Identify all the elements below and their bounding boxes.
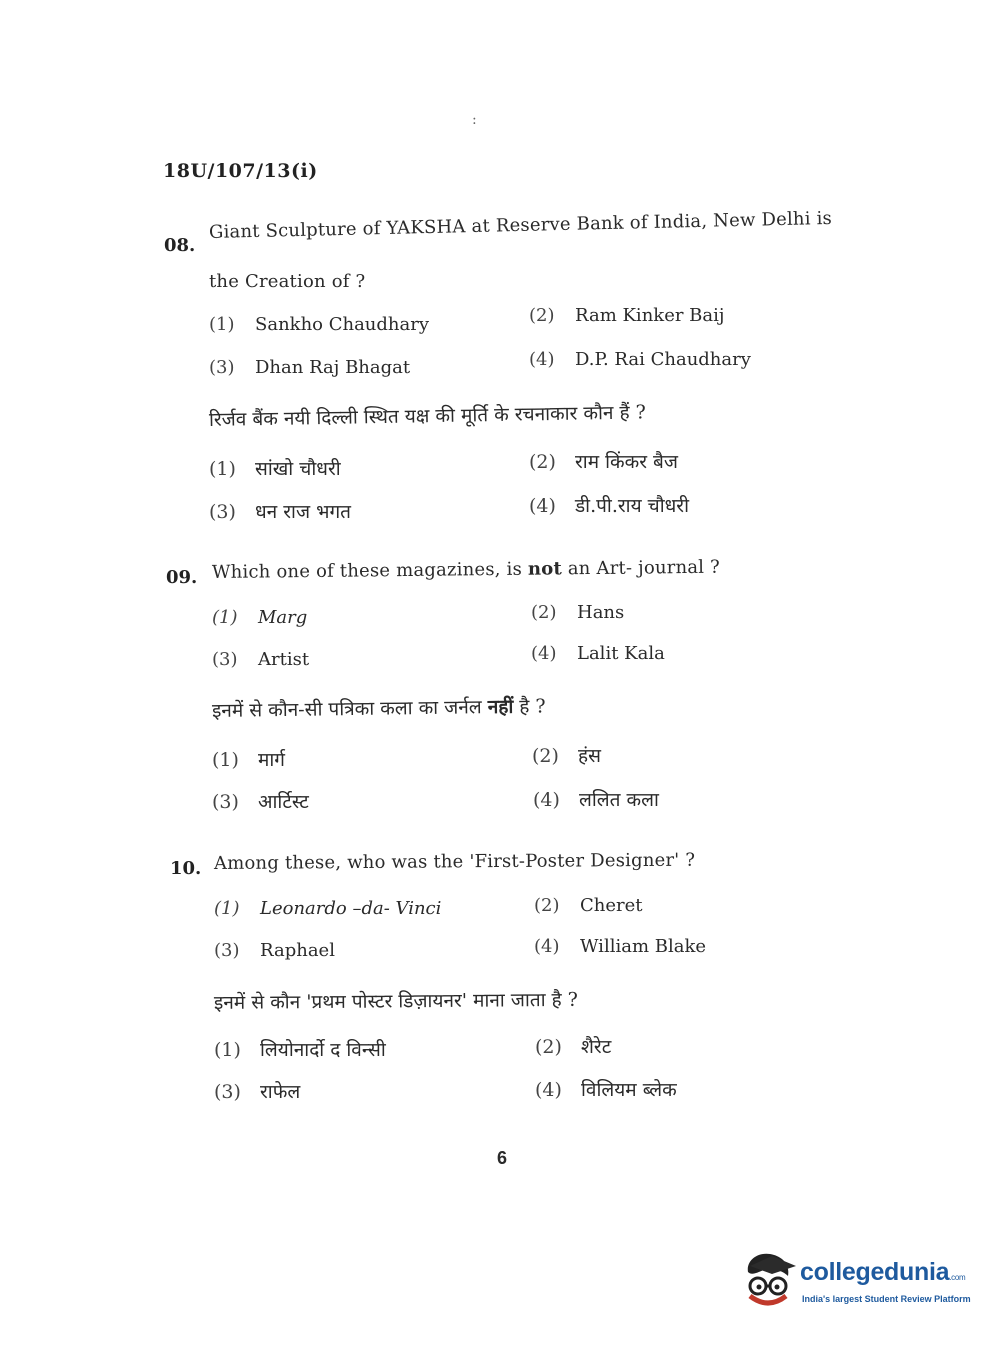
logo-tagline: India's largest Student Review Platform xyxy=(802,1294,971,1304)
option-text: विलियम ब्लेक xyxy=(581,1079,677,1101)
option-2-en xyxy=(531,602,624,623)
option-number: (1) xyxy=(212,607,238,628)
option-number: (1) xyxy=(214,1039,241,1061)
option-3-en xyxy=(214,940,335,961)
option-text: डी.पी.राय चौधरी xyxy=(575,495,689,517)
option-text: शैरेट xyxy=(581,1036,612,1058)
option-text: Dhan Raj Bhagat xyxy=(255,357,411,378)
question-text-hindi: इनमें से कौन 'प्रथम पोस्टर डिज़ायनर' माना जाता है ? xyxy=(213,988,579,1014)
option-text: Artist xyxy=(258,649,310,670)
question-number: 08. xyxy=(164,235,196,256)
option-number: (1) xyxy=(209,314,235,335)
option-number: (4) xyxy=(529,495,556,517)
option-text: सांखो चौधरी xyxy=(255,458,341,480)
option-number: (4) xyxy=(535,1079,562,1101)
option-text: आर्टिस्ट xyxy=(258,791,309,813)
question-text-hindi xyxy=(212,692,546,723)
option-4-hi xyxy=(533,786,659,812)
option-4-hi xyxy=(535,1076,677,1102)
option-number: (3) xyxy=(212,649,238,670)
option-number: (2) xyxy=(529,305,555,326)
logo-name xyxy=(800,1258,965,1287)
question-number: 09. xyxy=(166,567,198,588)
question-text: Giant Sculpture of YAKSHA at Reserve Bank of India, New Delhi is xyxy=(208,207,833,243)
option-number: (2) xyxy=(535,1036,562,1058)
option-text: Leonardo –da- Vinci xyxy=(260,898,442,919)
option-4-en xyxy=(534,936,706,957)
option-1-en xyxy=(212,607,307,628)
question-text-part: इनमें से कौन-सी पत्रिका कला का जर्नल xyxy=(211,696,488,722)
option-2-hi xyxy=(532,742,601,768)
option-2-hi xyxy=(535,1033,611,1059)
option-number: (3) xyxy=(212,791,239,813)
option-1-hi xyxy=(214,1036,386,1062)
option-2-hi xyxy=(529,448,678,474)
option-number: (3) xyxy=(209,357,235,378)
option-number: (2) xyxy=(534,895,560,916)
option-number: (3) xyxy=(209,501,236,523)
option-3-hi xyxy=(209,498,351,524)
question-text-part: Which one of these magazines, is xyxy=(211,558,528,583)
option-3-en xyxy=(209,357,410,378)
option-text: Cheret xyxy=(580,895,643,916)
option-text: Raphael xyxy=(260,940,335,961)
option-1-hi xyxy=(209,455,341,481)
question-text-part: है ? xyxy=(513,695,546,718)
option-number: (1) xyxy=(212,749,239,771)
question-text: Among these, who was the 'First-Poster Designer' ? xyxy=(213,849,696,874)
option-number: (1) xyxy=(214,898,240,919)
option-text: Sankho Chaudhary xyxy=(255,314,430,335)
option-number: (4) xyxy=(529,349,555,370)
question-text-emphasis: not xyxy=(527,558,563,580)
logo-suffix: .com xyxy=(949,1273,966,1282)
option-text: D.P. Rai Chaudhary xyxy=(575,349,751,370)
option-4-en xyxy=(529,349,751,370)
option-text: Ram Kinker Baij xyxy=(575,305,725,326)
question-text-hindi: रिर्जव बैंक नयी दिल्ली स्थित यक्ष की मूर्ति के रचनाकार कौन हैं ? xyxy=(208,401,646,431)
page-number: 6 xyxy=(497,1148,508,1168)
option-number: (3) xyxy=(214,940,240,961)
option-text: हंस xyxy=(578,745,601,767)
option-number: (2) xyxy=(531,602,557,623)
option-1-hi xyxy=(212,746,285,772)
question-text: the Creation of ? xyxy=(209,271,366,292)
paper-code: 18U/107/13(i) xyxy=(163,160,318,182)
option-number: (4) xyxy=(531,643,557,664)
logo-wordmark: collegedunia xyxy=(800,1258,950,1286)
option-2-en xyxy=(534,895,643,916)
option-number: (4) xyxy=(533,789,560,811)
option-1-en xyxy=(209,314,429,335)
option-number: (4) xyxy=(534,936,560,957)
mascot-icon xyxy=(742,1250,800,1312)
option-text: Hans xyxy=(577,602,625,623)
option-text: राम किंकर बैज xyxy=(575,451,678,473)
option-number: (2) xyxy=(532,745,559,767)
option-text: राफेल xyxy=(260,1081,301,1103)
question-number: 10. xyxy=(170,858,202,879)
scan-mark: : xyxy=(472,112,477,128)
option-text: Marg xyxy=(258,607,308,628)
option-number: (3) xyxy=(214,1081,241,1103)
option-text: मार्ग xyxy=(258,749,285,771)
option-3-en xyxy=(212,649,309,670)
option-3-hi xyxy=(214,1078,300,1104)
question-text-emphasis: नहीं xyxy=(487,695,514,719)
question-text xyxy=(212,557,720,583)
option-text: Lalit Kala xyxy=(577,643,665,664)
option-2-en xyxy=(529,305,724,326)
option-number: (1) xyxy=(209,458,236,480)
option-text: William Blake xyxy=(580,936,707,957)
option-text: लियोनार्दो द विन्सी xyxy=(260,1039,386,1061)
option-4-hi xyxy=(529,492,689,518)
collegedunia-logo[interactable] xyxy=(742,1250,972,1320)
option-4-en xyxy=(531,643,665,664)
option-1-en xyxy=(214,898,441,919)
option-text: ललित कला xyxy=(579,789,659,811)
option-number: (2) xyxy=(529,451,556,473)
question-text-part: an Art- journal ? xyxy=(561,556,721,580)
option-3-hi xyxy=(212,788,309,814)
option-text: धन राज भगत xyxy=(255,501,351,523)
